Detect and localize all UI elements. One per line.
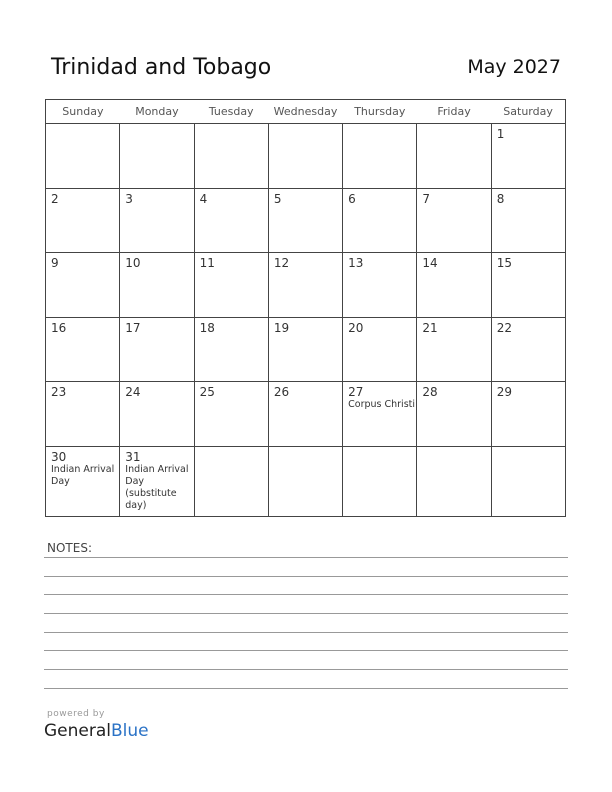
calendar-grid [45, 99, 566, 517]
day-number: 26 [273, 385, 290, 400]
day-number: 31 [125, 450, 141, 465]
day-cell [268, 447, 342, 517]
week-row [46, 188, 566, 253]
day-cell [194, 447, 268, 517]
day-number: 19 [273, 320, 290, 335]
month-title: May 2027 [467, 56, 561, 78]
day-cell [491, 253, 565, 318]
note-line [44, 557, 568, 558]
day-number: 25 [199, 385, 215, 400]
day-number: 29 [496, 385, 512, 400]
brand-general: General [44, 721, 111, 741]
day-number: 6 [348, 191, 356, 206]
weekday-sunday: Sunday [46, 100, 120, 124]
day-number: 23 [51, 385, 67, 400]
holiday-label: Indian Arrival Day [51, 464, 115, 488]
country-title: Trinidad and Tobago [51, 55, 272, 80]
day-number: 9 [51, 256, 59, 271]
day-cell [417, 253, 491, 318]
day-number: 5 [273, 191, 282, 206]
day-cell [120, 253, 194, 318]
day-cell [343, 253, 417, 318]
note-line [44, 613, 568, 614]
day-cell [343, 382, 417, 447]
day-cell [268, 317, 342, 382]
day-number: 3 [125, 191, 133, 206]
day-cell [46, 382, 120, 447]
day-number: 20 [348, 320, 364, 335]
day-cell [46, 124, 120, 189]
day-number: 14 [422, 256, 438, 271]
day-cell [417, 124, 491, 189]
note-line [44, 594, 568, 595]
day-number: 7 [422, 191, 431, 206]
day-number: 16 [51, 320, 67, 335]
note-line [44, 576, 568, 577]
week-row [46, 447, 566, 517]
weekday-wednesday: Wednesday [268, 100, 342, 124]
notes-label: NOTES: [47, 541, 92, 555]
day-number: 22 [496, 320, 512, 335]
generalblue-logo [44, 721, 149, 741]
day-cell [491, 382, 565, 447]
day-cell [491, 124, 565, 189]
note-line [44, 632, 568, 633]
week-row [46, 382, 566, 447]
week-row [46, 253, 566, 318]
day-cell [120, 124, 194, 189]
day-cell [491, 447, 565, 517]
weekday-thursday: Thursday [343, 100, 417, 124]
day-cell [268, 382, 342, 447]
day-cell [46, 188, 120, 253]
day-number: 10 [125, 256, 141, 271]
day-number: 13 [348, 256, 364, 271]
day-cell [343, 317, 417, 382]
brand-blue: Blue [111, 721, 149, 741]
powered-by-text: powered by [47, 709, 105, 719]
day-cell [46, 317, 120, 382]
day-cell [194, 188, 268, 253]
day-cell [417, 447, 491, 517]
day-number: 21 [422, 320, 438, 335]
day-cell [194, 382, 268, 447]
day-number: 4 [199, 191, 208, 206]
day-number: 28 [422, 385, 438, 400]
day-cell [268, 253, 342, 318]
day-number: 8 [496, 191, 505, 206]
day-cell [194, 124, 268, 189]
day-number: 27 [348, 385, 364, 400]
day-number: 17 [125, 320, 141, 335]
weekday-tuesday: Tuesday [194, 100, 268, 124]
day-cell [343, 124, 417, 189]
day-number: 1 [496, 127, 505, 141]
day-cell [417, 382, 491, 447]
day-cell [194, 317, 268, 382]
day-cell [120, 317, 194, 382]
weekday-saturday: Saturday [491, 100, 565, 124]
day-cell [491, 188, 565, 253]
day-number: 18 [199, 320, 215, 335]
day-number: 11 [199, 256, 215, 271]
day-cell [120, 382, 194, 447]
day-cell [46, 447, 120, 517]
day-number: 24 [125, 385, 141, 400]
day-number: 30 [51, 450, 67, 465]
week-row [46, 124, 566, 189]
day-cell [417, 188, 491, 253]
day-cell [491, 317, 565, 382]
note-line [44, 650, 568, 651]
weekday-friday: Friday [417, 100, 491, 124]
day-number: 2 [51, 191, 59, 206]
weekday-monday: Monday [120, 100, 194, 124]
day-cell [46, 253, 120, 318]
holiday-label: Corpus Christi [348, 399, 416, 411]
day-number: 12 [273, 256, 290, 271]
holiday-label: Indian Arrival Day (substitute day) [125, 464, 189, 512]
day-cell [120, 447, 194, 517]
day-cell [343, 188, 417, 253]
note-line [44, 688, 568, 689]
week-row [46, 317, 566, 382]
day-number: 15 [496, 256, 512, 271]
day-cell [120, 188, 194, 253]
day-cell [417, 317, 491, 382]
day-cell [194, 253, 268, 318]
note-line [44, 669, 568, 670]
day-cell [268, 188, 342, 253]
day-cell [343, 447, 417, 517]
day-cell [268, 124, 342, 189]
weekday-header-row [46, 100, 566, 124]
